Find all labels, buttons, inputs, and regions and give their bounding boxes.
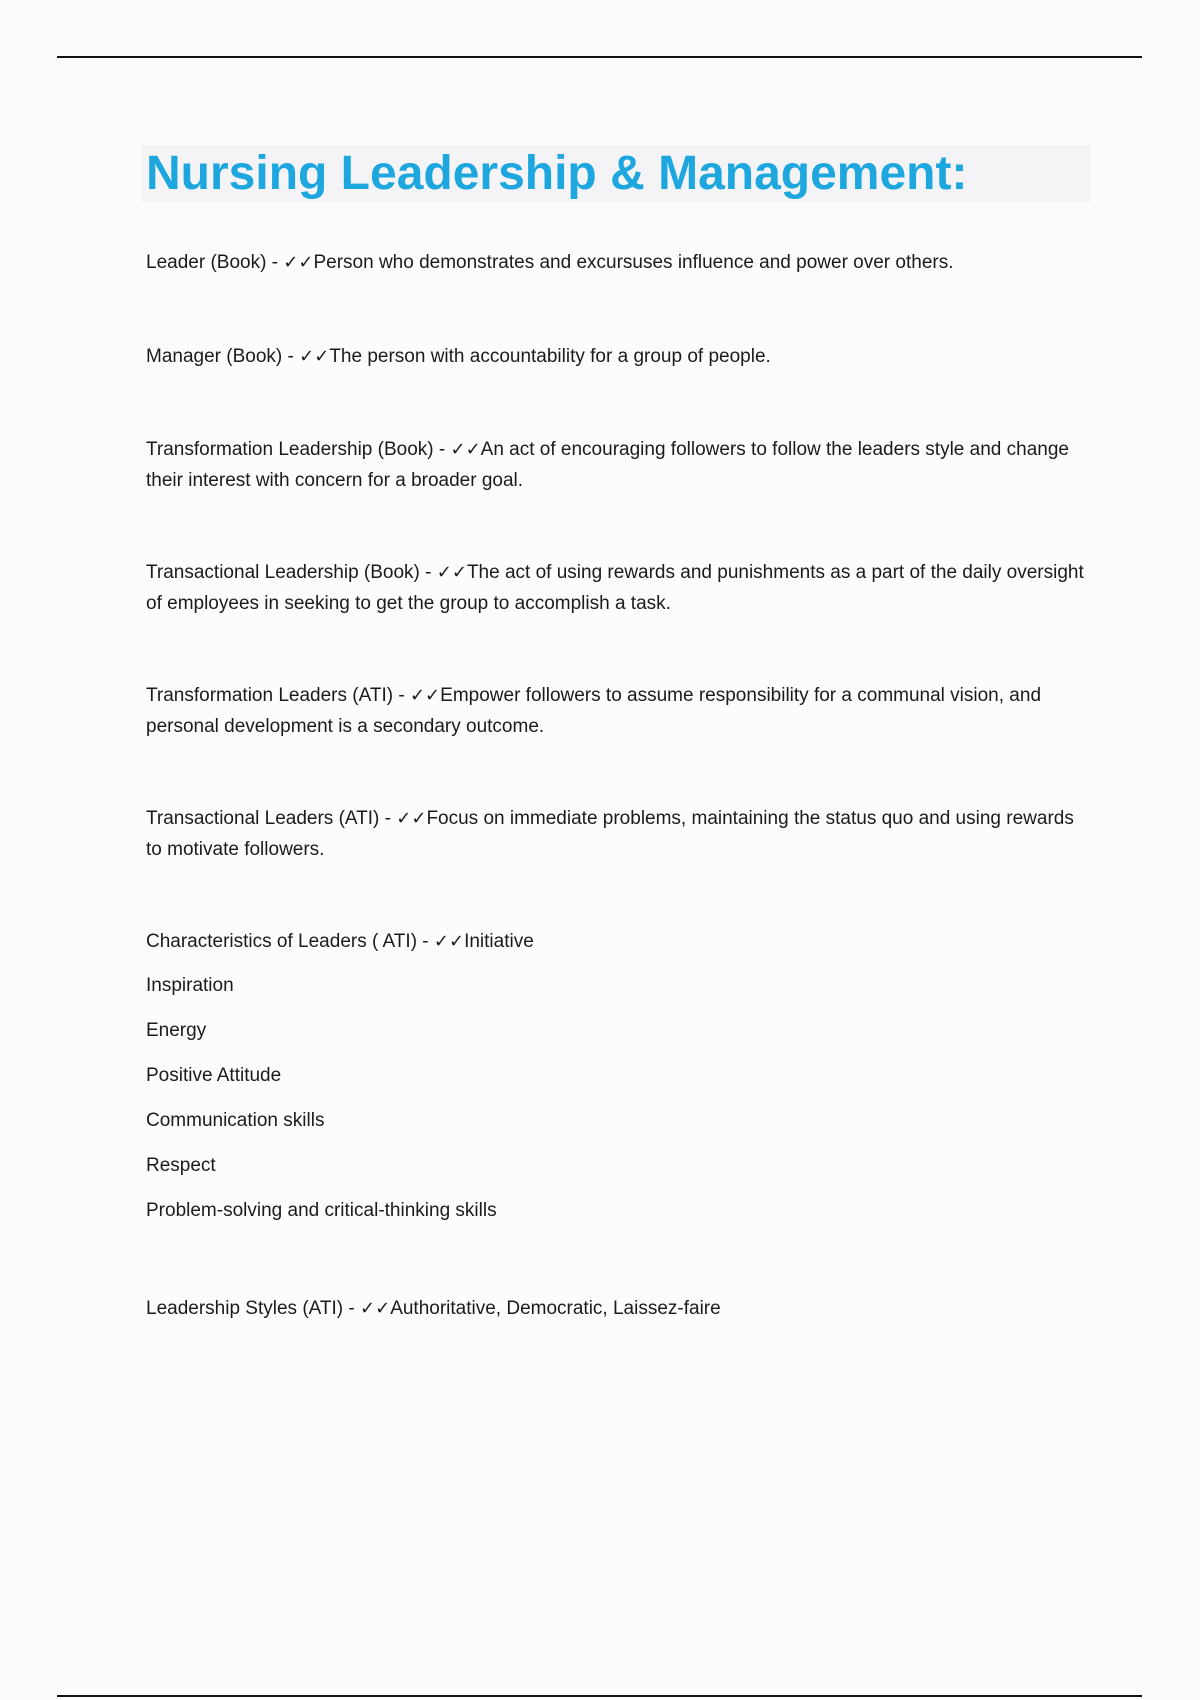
entry-transformation-leadership-book	[146, 434, 1086, 496]
list-item: Positive Attitude	[146, 1065, 282, 1086]
entry-transactional-leaders-ati	[146, 803, 1086, 865]
entry-definition: Person who demonstrates and excursuses influence and power over others.	[313, 252, 954, 273]
double-check-icon: ✓✓	[396, 808, 427, 829]
entry-transformation-leaders-ati	[146, 680, 1086, 742]
entry-definition: Authoritative, Democratic, Laissez-faire	[390, 1298, 721, 1319]
entry-leadership-styles-ati	[146, 1293, 1086, 1324]
entry-term: Leader (Book) -	[146, 252, 284, 273]
list-item: Problem-solving and critical-thinking skills	[146, 1200, 497, 1221]
entry-characteristics-of-leaders-ati	[146, 926, 1086, 957]
entry-definition: An act of encouraging followers to follow the leaders style and change their interest with concern for a broader goal.	[146, 439, 1069, 491]
entry-definition: Initiative	[464, 931, 534, 952]
entry-transactional-leadership-book	[146, 557, 1086, 619]
bottom-rule	[57, 1695, 1142, 1697]
double-check-icon: ✓✓	[409, 685, 441, 706]
list-item: Respect	[146, 1155, 216, 1176]
list-item: Inspiration	[146, 975, 234, 996]
double-check-icon: ✓✓	[433, 931, 465, 952]
double-check-icon: ✓✓	[436, 562, 467, 583]
entry-term: Manager (Book) -	[146, 346, 300, 367]
entry-definition: The act of using rewards and punishments as a part of the daily oversight of employees in seeking to get the group to accomplish a task.	[146, 562, 1084, 614]
list-item: Energy	[146, 1020, 207, 1041]
characteristics-list	[146, 970, 497, 1240]
entry-term: Transformation Leaders (ATI) -	[146, 685, 410, 706]
double-check-icon: ✓✓	[450, 439, 481, 460]
double-check-icon: ✓✓	[283, 252, 314, 273]
top-rule	[57, 56, 1142, 58]
page-title: Nursing Leadership & Management:	[146, 147, 968, 200]
double-check-icon: ✓✓	[360, 1298, 391, 1319]
entry-manager-book	[146, 341, 1086, 372]
entry-definition: Empower followers to assume responsibility for a communal vision, and personal development is a secondary outcome.	[146, 685, 1042, 737]
entry-definition: Focus on immediate problems, maintaining the status quo and using rewards to motivate followers.	[146, 808, 1074, 860]
entry-term: Transactional Leadership (Book) -	[146, 562, 437, 583]
double-check-icon: ✓✓	[299, 346, 330, 367]
entry-definition: The person with accountability for a group of people.	[329, 346, 771, 367]
entry-term: Characteristics of Leaders ( ATI) -	[146, 931, 434, 952]
list-item: Communication skills	[146, 1110, 325, 1131]
entry-term: Transactional Leaders (ATI) -	[146, 808, 397, 829]
entry-term: Transformation Leadership (Book) -	[146, 439, 451, 460]
entry-term: Leadership Styles (ATI) -	[146, 1298, 361, 1319]
entry-leader-book	[146, 247, 1086, 278]
